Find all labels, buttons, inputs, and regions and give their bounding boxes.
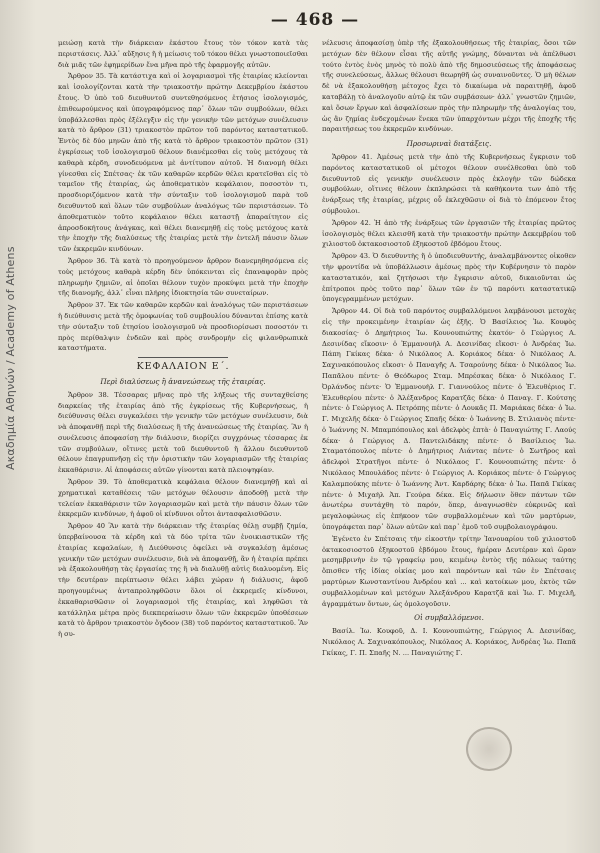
archive-watermark: Ακαδημία Αθηνών / Academy of Athens bbox=[4, 246, 17, 470]
seal-stamp-icon bbox=[466, 727, 512, 771]
paragraph-article-43: Ἄρθρον 43. Ὁ διευθυντὴς ἢ ὁ ὑποδιευθυντής, ἀναλαμβάνοντες οἰκοθεν τὴν φροντίδα νὰ ὑποβάλλωσιν ἀμέσως πρὸς τὴν Κυβέρνησιν τὸ παρὸν καταστατικόν, καὶ ζητήσωσι τὴν ἔγκρισιν αὐτοῦ, δικαιοῦνται ὡς ἐπίτροποι πρὸς τοῦτο παρ᾽ ὅλων τῶν ἐν τῷ παρόντι καταστατικῷ ὑπογεγραμμένων μετόχων. bbox=[322, 252, 576, 304]
page-number: — 468 — bbox=[270, 10, 360, 30]
chapter-subtitle: Περὶ διαλύσεως ἢ ἀνανεώσεως τῆς ἑταιρίας. bbox=[100, 376, 266, 386]
right-column bbox=[322, 38, 576, 813]
chapter-title: ΚΕΦΑΛΑΙΟΝ Ε΄. bbox=[136, 361, 230, 373]
left-column bbox=[58, 38, 308, 813]
paragraph-article-42: Ἄρθρον 42. Ἡ ἀπὸ τῆς ἐνάρξεως τῶν ἐργασιῶν τῆς ἑταιρίας πρῶτος ἰσολογισμὸς θέλει κλεισθῆ κατὰ τὴν τριακοστὴν πρώτην Δεκεμβρίου τοῦ χιλιοστοῦ ὀκτακοσιοστοῦ ἑξηκοστοῦ ἑβδόμου ἔτους. bbox=[322, 218, 576, 249]
paragraph-article-35: Ἄρθρον 35. Τὰ κατάστιχα καὶ οἱ λογαριασμοὶ τῆς ἑταιρίας κλείονται καὶ ἰσολογίζονται κατὰ τὴν τριακοστὴν πρώτην Δεκεμβρίου ἑκάστου ἔτους. Ὁ ὑπὸ τοῦ διευθυντοῦ συντεθησόμενος ἐτήσιος ἰσολογισμός, ἐπιθεωρούμενος καὶ ὑπογραφόμενος παρ᾽ ὅλων τῶν συμβούλων, θέλει ὑποβάλλεσθαι πρὸς ἐξέλεγξιν εἰς τὴν γενικὴν τῶν μετόχων συνέλευσιν κατὰ τὸ ἄρθρον (31) τριακοστὸν πρῶτον τοῦ παρόντος καταστατικοῦ. Ἐντὸς δὲ δύο μηνῶν ἀπὸ τῆς κατὰ τὸ ἄρθρον τριακοστὸν πρῶτον (31) ἐγκρίσεως τοῦ ἰσολογισμοῦ θέλουν διανέμεσθαι εἰς τοὺς μετόχους τὰ καθαρὰ κέρδη, συνοδευόμενα μὲ ἀντίτυπον αὐτοῦ. Ἡ διανομὴ θέλει γίνεσθαι εἰς Σπέτσας· ἐκ τῶν καθαρῶν κερδῶν θέλει κρατεῖσθαι εἰς τὸ ταμεῖον τῆς ἑταιρίας, ὡς ἀποθεματικὸν κεφάλαιον, ποσοστὸν τι, προσδιοριζόμενον κατὰ τὴν σύνταξιν τοῦ ἰσολογισμοῦ παρὰ τοῦ διευθυντοῦ καὶ ὅλων τῶν συμβούλων ἀναλόγως τῶν περιστάσεων. Τὸ ἀποθεματικὸν τοῦτο κεφάλαιον θέλει καταστῇ ἀπαραίτητον εἰς ἀπροσδοκήτους ἀνάγκας, καὶ θέλει διανεμηθῇ εἰς τοὺς μετόχους κατὰ τὴν ἐποχὴν τῆς διαλύσεως τῆς ἑταιρίας μετὰ τὴν ἐντελῆ πάυσιν ὅλων τῶν ἐκκρεμῶν κινδύνων. bbox=[58, 72, 308, 254]
paragraph: νέλευσις ἀποφασίσῃ ὑπὲρ τῆς ἐξακολουθήσεως τῆς ἑταιρίας, ὅσοι τῶν μετόχων δὲν θέλουν εἶσαι τῆς αὐτῆς γνώμης, δύνανται νὰ ἀπέλθωσι τούτο ἐντὸς ἑνὸς μηνὸς τὸ πολὺ ἀπὸ τῆς δημοσιεύσεως τῆς ἀποφάσεως τῆς συνελεύσεως, ἄλλως θέλουσι θεωρηθῆ ὡς συναινοῦντες. Ὁ μὴ θέλων δὲ νὰ ἐξακολουθήσῃ μέτοχος ἔχει τὸ δικαίωμα νὰ παραιτηθῇ, ἀφοῦ καταβάλῃ τὸ ἀναλογοῦν αὐτῷ ἐκ τῶν συμβάσεων· ἀλλ᾽ γνωστῶν ζημιῶν, καὶ ὅσων ἔργων καὶ ἀσφαλίσεων πρὸς τὴν πληρωμὴν τῆς ἀναλογίας του, ὡς ἂν ζημίας ἐνδεχομένων ἕνεκα τῶν ὑπαρχόντων μέχρι τῆς ἐποχῆς τῆς παραιτήσεως του ἐκκρεμῶν κινδύνων. bbox=[322, 39, 576, 134]
paragraph-article-38: Ἄρθρον 38. Τέσσαρας μῆνας πρὸ τῆς λήξεως τῆς συνταχθείσης διαρκείας τῆς ἑταιρίας ἀπὸ τῆς ἐγκρίσεως τῆς Κυβερνήσεως, ἡ διεύθυνσις θέλει συγκαλέσει τὴν γενικὴν τῶν μετόχων συνέλευσιν, διὰ νὰ ἀποφανθῇ περὶ τῆς διαλύσεως ἢ τῆς ἀνανεώσεως τῆς ἑταιρίας. Ἂν ἡ συνέλευσις ἀποφασίσῃ τὴν διάλυσιν, διορίζει συγχρόνως τέσσαρας ἐκ τῶν συμβούλων, οἵτινες μετὰ τοῦ διευθυντοῦ ἢ ἄλλου διευθυντοῦ θέλουν ἐπαγρυπνῆσῃ εἰς τὴν ὁριστικὴν τῶν λογαριασμῶν τῆς ἑταιρίας ἐκκαθάρισιν. Αἱ ἀποφάσεις αὐτῶν γίνονται κατὰ πλειοψηφίαν. bbox=[58, 390, 308, 475]
signatories-title: Οἱ συμβαλλόμενοι. bbox=[414, 613, 484, 623]
paragraph-article-39: Ἄρθρον 39. Τὸ ἀποθεματικὰ κεφάλαια θέλουν διανεμηθῇ καὶ αἱ χρηματικαὶ καταθέσεις τῶν μετόχων θέλουσιν ἀποδοθῇ μετὰ τὴν τελείαν ἐκκαθάρισιν τῶν λογαριασμῶν καὶ μετὰ τὴν πάυσιν ὅλων τῶν ἐκκρεμῶν κινδύνων, ἡ ἀφοῦ οἱ κίνδυνοι οὗτοι ἀντασφαλισθῶσιν. bbox=[58, 478, 308, 519]
signatories-names: Βασίλ. Ἰω. Κουφοῦ, Δ. Ι. Κουνουπιώτης, Γεώργιος Α. Δεσινίδας, Νικόλαος Α. Σαχινακόπουλος, Νικόλαος Α. Κοριάκος, Ἀνδρέας Ἰω. Παπᾶ Γκίκας, Γ. Π. Σπαῆς Ν. ... Παναγιώτης Γ. bbox=[322, 627, 576, 657]
section-divider bbox=[138, 357, 228, 358]
paragraph-article-37: Ἄρθρον 37. Ἐκ τῶν καθαρῶν κερδῶν καὶ ἀναλόγως τῶν περιστάσεων ἡ διεύθυνσις μετὰ τῆς ὁμοφωνίας τοῦ συμβουλίου δύνανται ἐπίσης κατὰ τὴν σύνταξιν τοῦ ἐτησίου ἰσολογισμοῦ νὰ προσδιορίσωσι ποσοστόν τι πρὸς περίθαλψιν ἐνδεῶν καὶ πρὸς συνδρομὴν εἰς φιλανθρωπικὰ καταστήματα. bbox=[58, 301, 308, 353]
section-title-transitional: Προσωριναὶ διατάξεις. bbox=[406, 139, 492, 149]
paragraph-article-36: Ἄρθρον 36. Τὰ κατὰ τὸ προηγούμενον ἄρθρον διανεμηθησόμενα εἰς τοὺς μετόχους καθαρὰ κέρδη δὲν ὑπόκεινται εἰς ἐπαναφορὰν πρὸς πληρωμὴν ζημιῶν, αἱ ὁποῖαι θέλουν τυχὸν προκύψει μετὰ τὴν ἐποχὴν τῆς διανομῆς, ἀλλ᾽ εἶναι πλήρης ἰδιοκτησία τῶν συνεταίρων. bbox=[58, 256, 308, 298]
paragraph: μειώσῃ κατὰ τὴν διάρκειαν ἑκάστου ἔτους τὸν τόκον κατὰ τὰς περιστάσεις. Ἀλλ᾽ αὔξησις ἢ ἡ μείωσις τοῦ τόκου θέλει γνωστοποιεῖσθαι διὰ μιᾶς τῶν ἐφημερίδων ἕνα μῆνα πρὸ τῆς ἐφαρμογῆς αὐτῶν. bbox=[58, 39, 308, 69]
paragraph-article-44: Ἄρθρον 44. Οἱ διὰ τοῦ παρόντος συμβαλλόμενοι λαμβάνουσι μετοχὰς εἰς τὴν προκειμένην ἑταιρίαν ὡς ἐξῆς. Ὁ Βασίλειος Ἰω. Κουφὸς διακοσίας· ὁ Δημήτριος Ἰω. Κουνουπιώτης ἑκατόν· ὁ Γεώργιος Α. Δεσινίδας εἴκοσιν· ὁ Ἐμμανουὴλ Α. Δεσινίδας εἴκοσι· ὁ Ἀνδρέας Ἰω. Πάπη Γκίκας δέκα· ὁ Νικόλαος Α. Κοριάκος δέκα· ὁ Νικόλαος Α. Σαχινακόπουλος εἴκοσι· ὁ Παναγῆς Α. Τσαρούνης δέκα· ὁ Νικόλαος Ἰω. Παπᾶλου πέντε· ὁ Θεόδωρος Σταμ. Μπρέσκας δέκα· ὁ Νικόλαος Γ. Ὀρλάνδος πέντε· Ὁ Ἐμμανουὴλ Γ. Γιαννούλος πέντε· ὁ Ἐλευθέριος Γ. Ἐλευθερίου πέντε· ὁ Ἀλέξανδρος Καρατζᾶς δέκα· ὁ Παναγ. Γ. Κούτσης πέντε· ὁ Γεώργιος Α. Πετρόπης πέντε· ὁ Λουκᾶς Π. Μαριάκας δέκα· ὁ Ἰω. Γ. Μιχελῆς δέκα· ὁ Γεώργιος Σπαῆς δέκα· ὁ Ἰωάννης Β. Στιλιανὸς πέντε· ὁ Ἰωάννης Ν. Μπαμπόπουλος καὶ ἀδελφὸς ἑπτὰ· ὁ Παναγιώτης Γ. Λαούς δέκα· ὁ Γεώργιος Δ. Παντελιδάκης πέντε· ὁ Βασίλειος Ἰω. Σταματόπουλος πέντε· ὁ Δημήτριος Λιάντας πέντε· ὁ Σωτῆρος καὶ ἀδελφοὶ Στρατῆγοι πέντε· ὁ Νικόλαος Γ. Κουνουπιώτης πέντε· ὁ Νικόλαος Μπουλάδος πέντε· ὁ Γεώργιος Α. Κοριάκος πέντε· ὁ Γεώργιος Καλαμπούκης πέντε· ὁ Ἰωάννης Ἀντ. Καρδάρης δέκα· ὁ Ἰω. Παπᾶ Γκίκας πέντε· ὁ Μιχαὴλ Ἀπ. Γεούρα δέκα. Εἰς δήλωσιν ὅθεν πάντων τῶν ἀνωτέρω συντάχθη τὸ παρόν, ὅπερ, ἀναγνωσθὲν εὐκρινῶς καὶ μεγαλοφώνως εἰς ἐπήκοον τῶν συμβαλλομένων καὶ τῶν μαρτύρων, ὑπογράφεται παρ᾽ ὅλων αὐτῶν καὶ παρ᾽ ἐμοῦ τοῦ συμβολαιογράφου. bbox=[322, 307, 576, 532]
paragraph-closing: Ἐγένετο ἐν Σπέτσαις τὴν εἰκοστὴν τρίτην Ἰανουαρίου τοῦ χιλιοστοῦ ὀκτακοσιοστοῦ ἑξηκοστοῦ ἑβδόμου ἔτους, ἡμέραν Δευτέραν καὶ ὥραν μεσημβρινὴν ἐν τῷ γραφείῳ μου, κειμένῳ ἐντὸς τῆς πόλεως ταύτης ὄπισθεν τῆς ἰδίας οἰκίας μου καὶ παρόντων καὶ τῶν ἐν Σπέτσαις μαρτύρων Κωνσταντίνου Ἀνδρέου καὶ ... καὶ κατοίκων μου, ἐκτὸς τῶν συμβαλλομένων καὶ μετόχων Ἀλεξάνδρου Καρατζᾶ καὶ Ἰω. Γ. Μιχελῆ, ἀγραμμάτων ὄντων, ὡς ὁμολογοῦσιν. bbox=[322, 534, 576, 608]
paragraph-article-41: Ἄρθρον 41. Ἀμέσως μετὰ τὴν ἀπὸ τῆς Κυβερνήσεως ἔγκρισιν τοῦ παρόντος καταστατικοῦ οἱ μέτοχοι θέλουν συνέλθεσθαι ὑπὸ τοῦ διευθυντοῦ εἰς γενικὴν συνέλευσιν πρὸς ἐκλογὴν τῶν δώδεκα συμβούλων, οἵτινες θέλουν ἐκπληρώσει τὰ καθήκοντα των ἀπὸ τῆς ἐνάρξεως τῆς ἑταιρίας, μέχρις οὗ ἐκλεχθῶσιν οἱ διὰ τὸ ἐπόμενον ἔτος σύμβουλοι. bbox=[322, 152, 576, 215]
paragraph-article-40: Ἄρθρον 40 Ἂν κατὰ τὴν διάρκειαν τῆς ἑταιρίας θέλῃ συμβῇ ζημία, ὑπερβαίνουσα τὰ κέρδη καὶ τὰ δύο τρίτα τῶν ἐνοικιαστικῶν τῆς ἑταιρίας κεφαλαίων, ἡ Διεύθυνσις ὀφείλει νὰ συγκαλέσῃ ἀμέσως γενικὴν τῶν μετόχων συνέλευσιν, διὰ νὰ ἀποφανθῇ, ἂν ἡ ἑταιρία πρέπει νὰ ἐξακολουθήσῃ τὰς ἐργασίας της ἢ νὰ διαλυθῇ αὐτὶς διαλυομένη. Εἰς τὴν δευτέραν περίπτωσιν θέλει λάβει χώραν ἡ διάλυσις, ἀφοῦ προηγουμένως ἀνταπροληφθῶσιν ὅλοι οἱ ἐκκρεμεῖς κίνδυνοι, ἐκκαθαρισθῶσιν οἱ λογαριασμοὶ τῆς ἑταιρίας, καὶ ληφθῶσι τὰ κατάλληλα μέτρα πρὸς διεκπεραίωσιν ὅλων τῶν ἐκκρεμῶν ὑποθέσεων κατὰ τὸ ἄρθρον τριακοστὸν ὄγδοον (38) τοῦ παρόντος καταστατικοῦ. Ἂν ἡ συ- bbox=[58, 522, 308, 639]
